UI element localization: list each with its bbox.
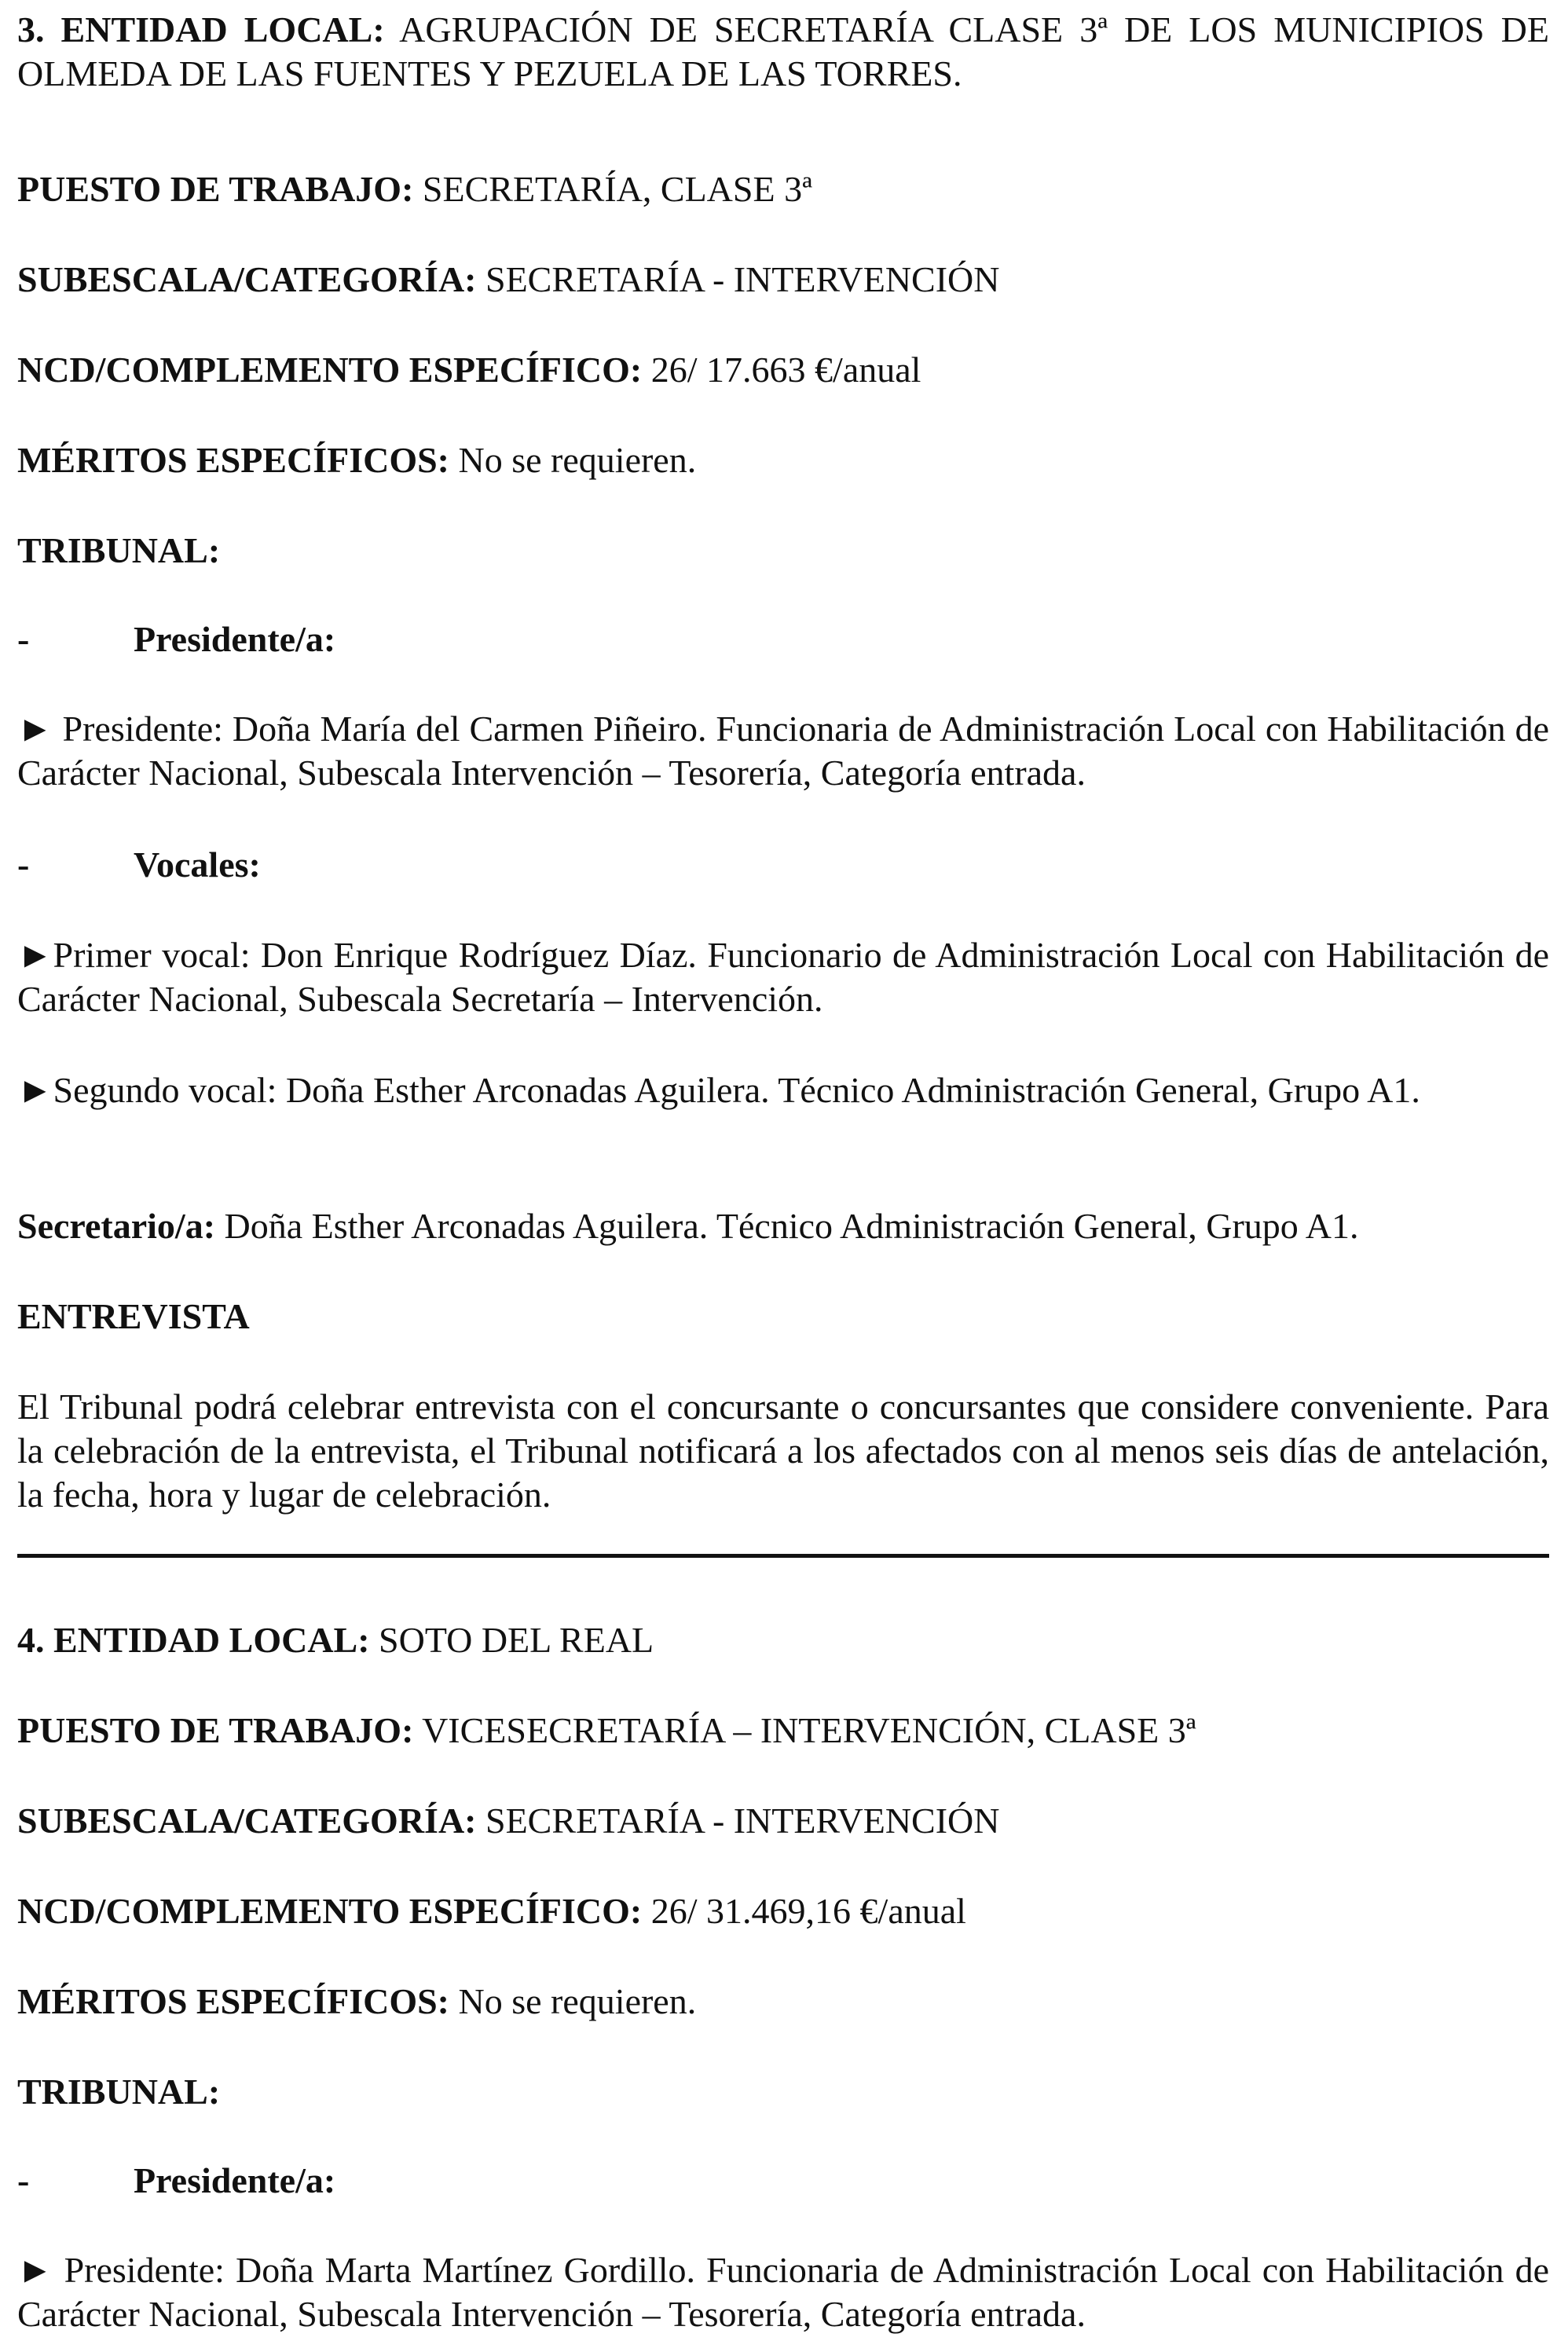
- s4-puesto-value: VICESECRETARÍA – INTERVENCIÓN, CLASE 3ª: [422, 1710, 1196, 1750]
- s3-segundo-vocal: ►Segundo vocal: Doña Esther Arconadas Aguilera. Técnico Administración General, Grupo A1.: [17, 1070, 1420, 1110]
- s3-entidad-line: [17, 8, 1549, 96]
- s3-ncd-label: NCD/COMPLEMENTO ESPECÍFICO:: [17, 350, 643, 390]
- s4-tribunal-heading: [17, 2070, 1549, 2114]
- s4-subescala-label: SUBESCALA/CATEGORÍA:: [17, 1801, 477, 1841]
- s4-entidad-label: 4. ENTIDAD LOCAL:: [17, 1620, 370, 1660]
- s4-meritos-label: MÉRITOS ESPECÍFICOS:: [17, 1981, 450, 2021]
- s3-presidente-label: Presidente/a:: [134, 619, 336, 659]
- s3-vocales-heading: [17, 843, 1549, 887]
- s3-secretario-value: Doña Esther Arconadas Aguilera. Técnico Administración General, Grupo A1.: [224, 1206, 1359, 1246]
- s3-entrevista-heading: [17, 1295, 1549, 1339]
- s4-subescala-value: SECRETARÍA - INTERVENCIÓN: [485, 1801, 1000, 1841]
- s4-puesto-line: [17, 1709, 1549, 1753]
- s4-tribunal-label: TRIBUNAL:: [17, 2072, 221, 2112]
- s3-puesto-label: PUESTO DE TRABAJO:: [17, 169, 414, 209]
- s3-ncd-line: [17, 348, 1549, 392]
- s3-ncd-value: 26/ 17.663 €/anual: [650, 350, 921, 390]
- s4-ncd-label: NCD/COMPLEMENTO ESPECÍFICO:: [17, 1891, 643, 1931]
- s4-presidente-label: Presidente/a:: [134, 2160, 336, 2200]
- s3-subescala-value: SECRETARÍA - INTERVENCIÓN: [485, 259, 1000, 299]
- s3-vocales-label: Vocales:: [134, 844, 261, 885]
- s4-entidad-line: [17, 1618, 1549, 1662]
- s3-secretario-label: Secretario/a:: [17, 1206, 216, 1246]
- s4-meritos-line: [17, 1980, 1549, 2024]
- s4-subescala-line: [17, 1799, 1549, 1843]
- s3-entidad-label: 3. ENTIDAD LOCAL:: [17, 9, 385, 49]
- s3-puesto-value: SECRETARÍA, CLASE 3ª: [422, 169, 812, 209]
- s3-subescala-label: SUBESCALA/CATEGORÍA:: [17, 259, 477, 299]
- section-divider: [17, 1554, 1549, 1558]
- s3-secretario-line: [17, 1204, 1549, 1248]
- s3-entidad-value: AGRUPACIÓN DE SECRETARÍA CLASE 3ª DE LOS MUNICIPIOS DE OLMEDA DE LAS FUENTES Y PEZUELA DE LAS TORRES.: [17, 9, 1549, 93]
- s3-meritos-label: MÉRITOS ESPECÍFICOS:: [17, 440, 450, 480]
- s3-puesto-line: [17, 167, 1549, 211]
- s3-meritos-line: [17, 438, 1549, 482]
- s4-presidente-heading: [17, 2159, 1549, 2203]
- s4-meritos-value: No se requieren.: [458, 1981, 697, 2021]
- s3-primer-vocal: ►Primer vocal: Don Enrique Rodríguez Díaz. Funcionario de Administración Local con Habilitación de Carácter Nacional, Subescala Secretaría – Intervención.: [17, 935, 1549, 1019]
- s4-entidad-value: SOTO DEL REAL: [379, 1620, 654, 1660]
- s3-entrevista-label: ENTREVISTA: [17, 1296, 250, 1336]
- s3-subescala-line: [17, 258, 1549, 302]
- s3-entrevista-text: El Tribunal podrá celebrar entrevista con el concursante o concursantes que considere conveniente. Para la celebración de la entrevista, el Tribunal notificará a los afectados con al menos seis días de antelación, la fecha, hora y lugar de celebración.: [17, 1387, 1549, 1515]
- s3-dash-vocales: -: [17, 844, 30, 885]
- s3-dash-presidente: -: [17, 619, 30, 659]
- s4-ncd-value: 26/ 31.469,16 €/anual: [650, 1891, 966, 1931]
- s3-tribunal-label: TRIBUNAL:: [17, 530, 221, 570]
- s3-meritos-value: No se requieren.: [458, 440, 697, 480]
- s4-dash-presidente: -: [17, 2160, 30, 2200]
- s3-presidente-heading: [17, 617, 1549, 661]
- s3-tribunal-heading: [17, 529, 1549, 573]
- s3-presidente-text: ► Presidente: Doña María del Carmen Piñeiro. Funcionaria de Administración Local con Habilitación de Carácter Nacional, Subescala Intervención – Tesorería, Categoría entrada.: [17, 709, 1549, 793]
- s4-presidente-text: ► Presidente: Doña Marta Martínez Gordillo. Funcionaria de Administración Local con Habilitación de Carácter Nacional, Subescala Intervención – Tesorería, Categoría entrada.: [17, 2250, 1549, 2334]
- s4-puesto-label: PUESTO DE TRABAJO:: [17, 1710, 414, 1750]
- s4-ncd-line: [17, 1889, 1549, 1933]
